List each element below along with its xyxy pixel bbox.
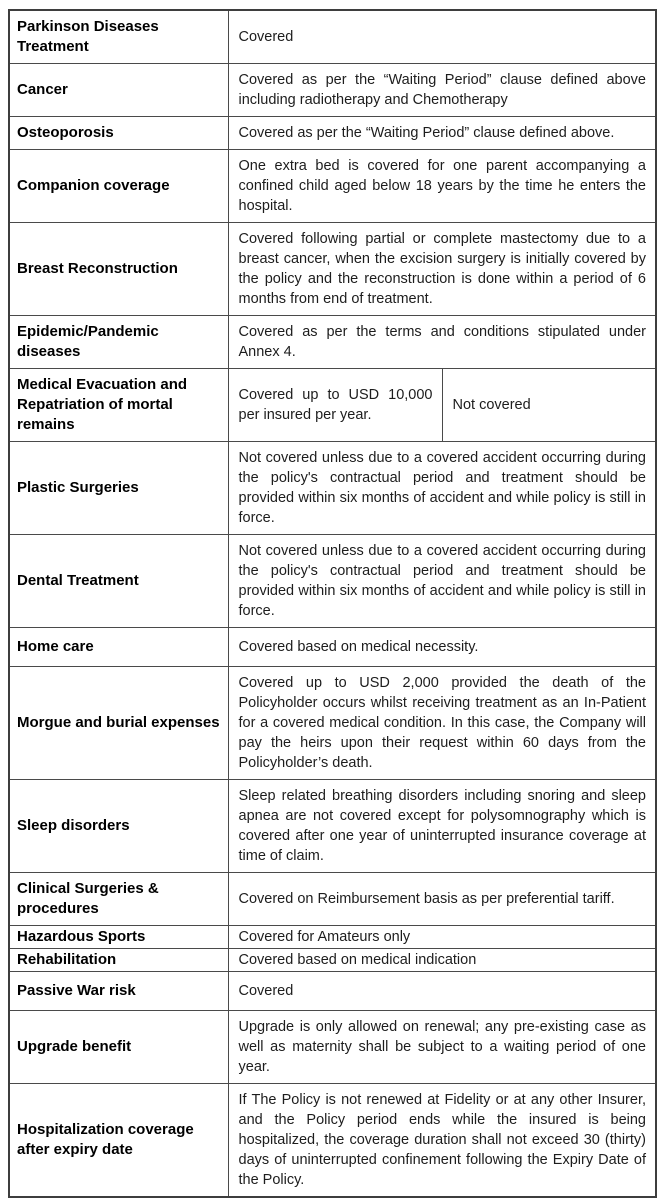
coverage-cell: Covered based on medical necessity. <box>228 628 656 667</box>
benefit-name-cell: Osteoporosis <box>9 117 228 150</box>
coverage-cell: Covered as per the “Waiting Period” clause defined above. <box>228 117 656 150</box>
coverage-cell: Covered following partial or complete mastectomy due to a breast cancer, when the excision surgery is initially covered by the policy and the reconstruction is done within a period of 6 months from end of treatment. <box>228 223 656 316</box>
benefit-name-cell: Plastic Surgeries <box>9 442 228 535</box>
coverage-table <box>8 9 657 1198</box>
table-row <box>9 64 656 117</box>
benefit-name-cell: Passive War risk <box>9 972 228 1011</box>
table-row <box>9 926 656 949</box>
benefit-name-cell: Hospitalization coverage after expiry date <box>9 1084 228 1198</box>
table-row <box>9 949 656 972</box>
benefit-name-cell: Epidemic/Pandemic diseases <box>9 316 228 369</box>
benefit-name-cell: Cancer <box>9 64 228 117</box>
coverage-cell: Covered up to USD 2,000 provided the death of the Policyholder occurs whilst receiving treatment as an In-Patient for a covered medical condition. In this case, the Company will pay the heirs upon their request within 60 days from the Policyholder’s death. <box>228 667 656 780</box>
coverage-cell: Covered up to USD 10,000 per insured per year. <box>228 369 442 442</box>
benefit-name-cell: Hazardous Sports <box>9 926 228 949</box>
table-row <box>9 628 656 667</box>
coverage-cell: Not covered unless due to a covered accident occurring during the policy's contractual period and treatment should be provided within six months of accident and while policy is still in force. <box>228 535 656 628</box>
coverage-cell: Upgrade is only allowed on renewal; any pre-existing case as well as maternity shall be subject to a waiting period of one year. <box>228 1011 656 1084</box>
benefit-name-cell: Clinical Surgeries & procedures <box>9 873 228 926</box>
table-row <box>9 972 656 1011</box>
coverage-cell: Covered <box>228 972 656 1011</box>
coverage-cell: One extra bed is covered for one parent accompanying a confined child aged below 18 years by the time he enters the hospital. <box>228 150 656 223</box>
benefit-name-cell: Sleep disorders <box>9 780 228 873</box>
table-row <box>9 223 656 316</box>
benefit-name-cell: Parkinson Diseases Treatment <box>9 10 228 64</box>
table-row <box>9 1084 656 1198</box>
coverage-cell: Sleep related breathing disorders including snoring and sleep apnea are not covered except for polysomnography which is covered after one year of uninterrupted insurance coverage at time of claim. <box>228 780 656 873</box>
table-row <box>9 117 656 150</box>
benefit-name-cell: Dental Treatment <box>9 535 228 628</box>
benefit-name-cell: Breast Reconstruction <box>9 223 228 316</box>
coverage-cell: Not covered unless due to a covered accident occurring during the policy's contractual period and treatment should be provided within six months of accident and while policy is still in force. <box>228 442 656 535</box>
table-row <box>9 667 656 780</box>
table-row <box>9 1011 656 1084</box>
table-row <box>9 369 656 442</box>
coverage-cell: Covered for Amateurs only <box>228 926 656 949</box>
coverage-cell: Covered <box>228 10 656 64</box>
benefit-name-cell: Rehabilitation <box>9 949 228 972</box>
table-row <box>9 442 656 535</box>
coverage-cell: If The Policy is not renewed at Fidelity or at any other Insurer, and the Policy period ends while the insured is being hospitalized, the coverage duration shall not exceed 30 (thirty) days of uninterrupted confinement following the Expiry Date of the Policy. <box>228 1084 656 1198</box>
table-row <box>9 316 656 369</box>
benefit-name-cell: Upgrade benefit <box>9 1011 228 1084</box>
table-row <box>9 780 656 873</box>
coverage-cell: Not covered <box>442 369 656 442</box>
coverage-cell: Covered on Reimbursement basis as per preferential tariff. <box>228 873 656 926</box>
coverage-cell: Covered based on medical indication <box>228 949 656 972</box>
coverage-cell: Covered as per the terms and conditions stipulated under Annex 4. <box>228 316 656 369</box>
table-row <box>9 10 656 64</box>
document-page <box>0 9 663 1188</box>
benefit-name-cell: Home care <box>9 628 228 667</box>
benefit-name-cell: Morgue and burial expenses <box>9 667 228 780</box>
benefit-name-cell: Medical Evacuation and Repatriation of mortal remains <box>9 369 228 442</box>
coverage-table-body <box>9 10 656 1197</box>
table-row <box>9 873 656 926</box>
table-row <box>9 535 656 628</box>
benefit-name-cell: Companion coverage <box>9 150 228 223</box>
table-row <box>9 150 656 223</box>
coverage-cell: Covered as per the “Waiting Period” clause defined above including radiotherapy and Chemotherapy <box>228 64 656 117</box>
